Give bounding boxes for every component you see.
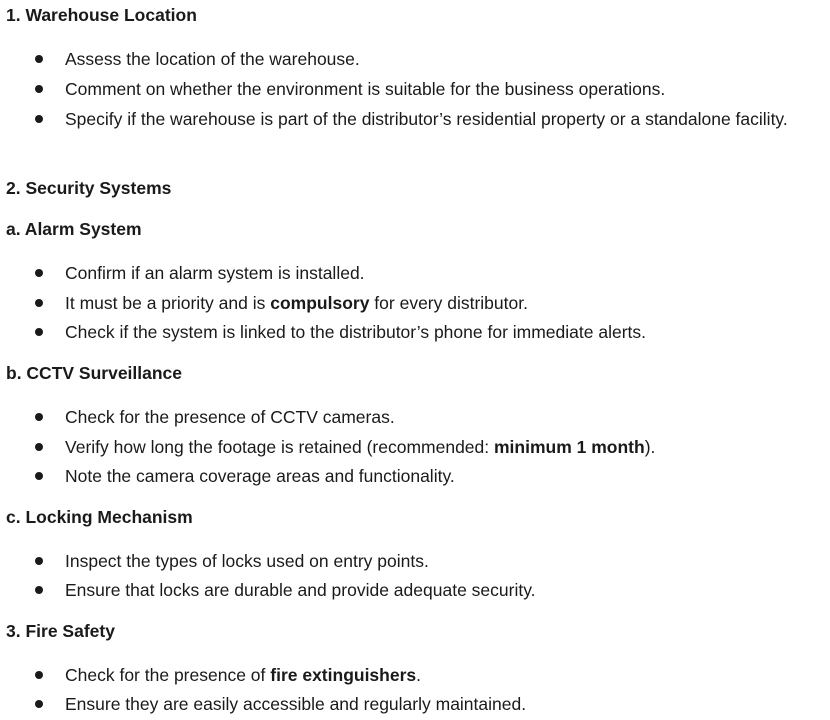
section-heading-warehouse-location: 1. Warehouse Location (6, 5, 197, 25)
section-heading-fire-safety: 3. Fire Safety (6, 621, 115, 641)
subsection-heading-locking-mechanism: c. Locking Mechanism (6, 507, 193, 527)
list-item: Specify if the warehouse is part of the distributor’s residential property or a standalone facility. (65, 109, 788, 129)
list-item: Check if the system is linked to the distributor’s phone for immediate alerts. (65, 322, 647, 342)
list-item: Assess the location of the warehouse. (65, 49, 360, 69)
list-item: Check for the presence of CCTV cameras. (65, 407, 395, 427)
list-item: Verify how long the footage is retained (recommended: minimum 1 month). (65, 437, 656, 457)
list-item: Ensure they are easily accessible and regularly maintained. (65, 694, 527, 714)
list-item: Comment on whether the environment is suitable for the business operations. (65, 79, 666, 99)
list-item: Confirm if an alarm system is installed. (65, 263, 365, 283)
section-heading-security-systems: 2. Security Systems (6, 178, 172, 198)
list-item: It must be a priority and is compulsory for every distributor. (65, 293, 528, 313)
list-item: Check for the presence of fire extinguishers. (65, 665, 422, 685)
subsection-heading-alarm-system: a. Alarm System (6, 219, 142, 239)
list-item: Ensure that locks are durable and provide adequate security. (65, 580, 536, 600)
list-item: Note the camera coverage areas and functionality. (65, 466, 455, 486)
subsection-heading-cctv-surveillance: b. CCTV Surveillance (6, 363, 183, 383)
list-item: Inspect the types of locks used on entry points. (65, 551, 429, 571)
